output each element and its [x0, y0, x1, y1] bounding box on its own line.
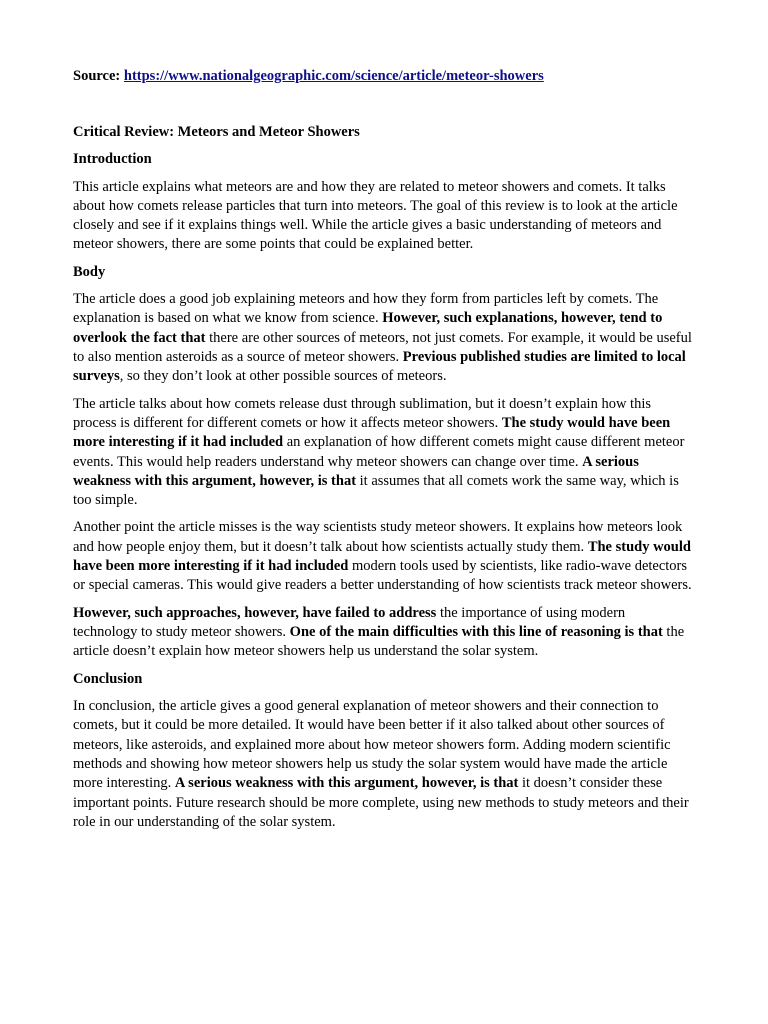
bold-text-run: One of the main difficulties with this line of reasoning is that	[289, 623, 663, 640]
bold-text-run: A serious weakness with this argument, however, is that	[73, 453, 639, 489]
text-run: This article explains what meteors are and how they are related to meteor showers and comets. It talks about how comets release particles that turn into meteors. The goal of this review is to look at the article closely and see if it explains things well. While the article gives a basic understanding of meteors and meteor showers, there are some points that could be explained better.	[73, 178, 678, 253]
heading-introduction: Introduction	[73, 151, 152, 167]
bold-text-run: The study would have been more interesting if it had included	[73, 414, 671, 451]
bold-text-run: The study would have been more interesting if it had included	[73, 538, 691, 575]
paragraph	[73, 178, 693, 255]
source-line	[73, 67, 693, 87]
text-run: the article doesn’t explain how meteor showers help us understand the solar system.	[73, 623, 685, 660]
text-run: Another point the article misses is the way scientists study meteor showers. It explains how meteors look and how people enjoy them, but it doesn’t talk about how scientists actually study them.	[73, 519, 683, 555]
source-link[interactable]: https://www.nationalgeographic.com/science/article/meteor-showers	[123, 68, 544, 84]
bold-text-run: However, such explanations, however, tend to overlook the fact that	[73, 310, 663, 346]
text-run: modern tools used by scientists, like radio-wave detectors or special cameras. This would give readers a better understanding of how scientists track meteor showers.	[73, 558, 692, 594]
document-page	[73, 67, 693, 832]
paragraph	[73, 604, 693, 662]
text-run: the importance of using modern technology to study meteor showers.	[73, 604, 626, 640]
heading-conclusion: Conclusion	[73, 670, 143, 687]
text-run: an explanation of how different comets might cause different meteor events. This would help readers understand why meteor showers can change over time.	[73, 434, 685, 470]
paragraph	[73, 518, 693, 595]
text-run: The article talks about how comets release dust through sublimation, but it doesn’t explain how this process is different for different comets or how it affects meteor showers.	[73, 395, 652, 431]
heading-body: Body	[73, 263, 106, 280]
bold-text-run: However, such approaches, however, have failed to address	[73, 604, 437, 621]
bold-text-run: Previous published studies are limited to local surveys	[73, 349, 686, 385]
text-run: The article does a good job explaining meteors and how they form from particles left by comets. The explanation is based on what we know from science.	[73, 291, 659, 327]
paragraph	[73, 395, 693, 511]
text-run: there are other sources of meteors, not just comets. For example, it would be useful to also mention asteroids as a source of meteor showers.	[73, 329, 692, 366]
paragraph	[73, 290, 693, 386]
text-run: it assumes that all comets work the same way, which is too simple.	[73, 472, 679, 509]
paragraph	[73, 697, 693, 832]
bold-text-run: A serious weakness with this argument, however, is that	[174, 775, 519, 792]
text-run: it doesn’t consider these important points. Future research should be more complete, using new methods to study meteors and their role in our understanding of the solar system.	[73, 775, 689, 830]
text-run: In conclusion, the article gives a good general explanation of meteor showers and their connection to comets, but it could be more detailed. It would have been better if it also talked about other sources of meteors, like asteroids, and explained more about how meteor showers form. Adding modern scientific methods and showing how meteor showers help us study the solar system would have made the article more interesting.	[73, 698, 671, 792]
document-title: Critical Review: Meteors and Meteor Showers	[73, 123, 360, 140]
source-label: Source:	[73, 68, 121, 84]
text-run: , so they don’t look at other possible sources of meteors.	[119, 368, 447, 385]
